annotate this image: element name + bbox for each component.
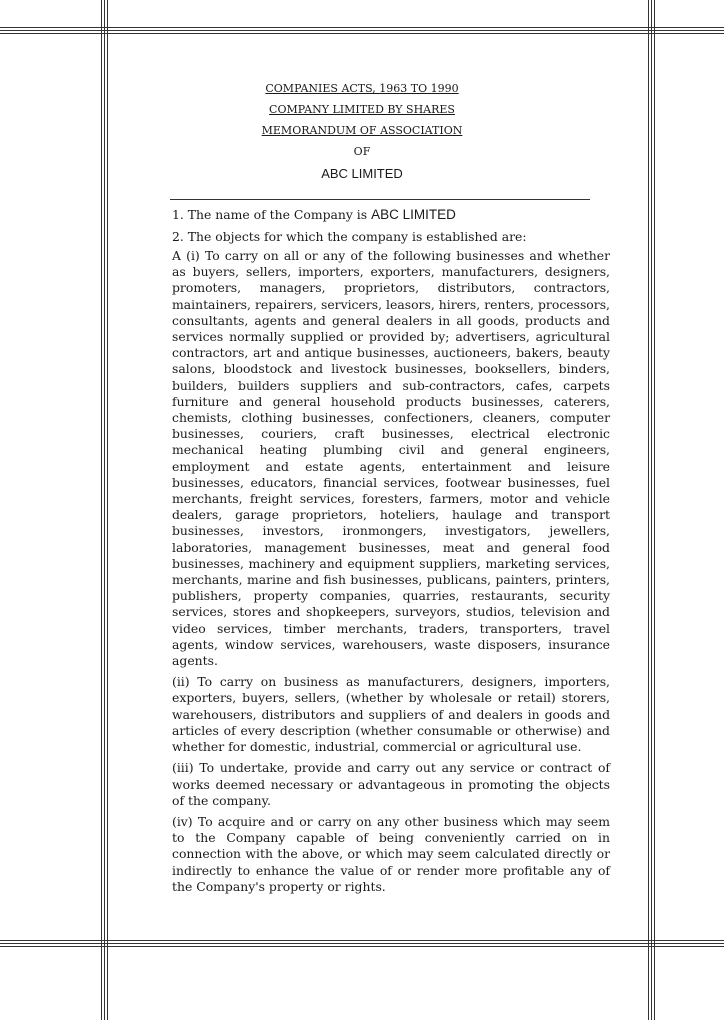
header-divider xyxy=(170,199,590,200)
clause-1-text: 1. The name of the Company is xyxy=(172,207,372,222)
header-acts: COMPANIES ACTS, 1963 TO 1990 xyxy=(265,82,459,95)
header-company-name: ABC LIMITED xyxy=(321,166,403,181)
clause-company-name xyxy=(172,204,610,226)
frame-bottom-line-3 xyxy=(0,946,724,947)
header-of: OF xyxy=(353,145,371,158)
document-header xyxy=(0,78,724,186)
object-paragraph-iii: (iii) To undertake, provide and carry out any service or contract of works deemed necessary or advantageous in promoting the objects of the company. xyxy=(172,760,610,808)
clause-1-company-name: ABC LIMITED xyxy=(371,207,456,222)
header-company-type: COMPANY LIMITED BY SHARES xyxy=(269,103,455,116)
clause-objects-intro: 2. The objects for which the company is established are: xyxy=(172,229,527,244)
frame-top-line-1 xyxy=(0,27,724,28)
object-paragraph-ii: (ii) To carry on business as manufacturers, designers, importers, exporters, buyers, sellers, (whether by wholesale or retail) storers, warehousers, distributors and suppliers of and dealers in goods and articles of every description (whether consumable or otherwise) and whether for domestic, industrial, commercial or agricultural use. xyxy=(172,674,610,755)
frame-top-line-2 xyxy=(0,30,724,31)
frame-bottom-line-2 xyxy=(0,943,724,944)
object-paragraph-iv: (iv) To acquire and or carry on any other business which may seem to the Company capable of being conveniently carried on in connection with the above, or which may seem calculated directly or indirectly to enhance the value of or render more profitable any of the Company's property or rights. xyxy=(172,813,610,894)
frame-bottom-line-1 xyxy=(0,940,724,941)
document-body xyxy=(172,204,610,900)
object-paragraph-i: A (i) To carry on all or any of the following businesses and whether as buyers, sellers, importers, exporters, manufacturers, designers, promoters, managers, proprietors, distributors, contractors, maintainers, repairers, servicers, leasors, hirers, renters, processors, consultants, agents and general dealers in all goods, products and services normally supplied or provided by; advertisers, agricultural contractors, art and antique businesses, auctioneers, bakers, beauty salons, bloodstock and livestock businesses, booksellers, binders, builders, builders suppliers and sub-contractors, cafes, carpets furniture and general household products businesses, caterers, chemists, clothing businesses, confectioners, cleaners, computer businesses, couriers, craft businesses, electrical electronic mechanical heating plumbing civil and general engineers, employment and estate agents, entertainment and leisure businesses, educators, financial services, footwear businesses, fuel merchants, freight services, foresters, farmers, motor and vehicle dealers, garage proprietors, hoteliers, haulage and transport businesses, investors, ironmongers, investigators, jewellers, laboratories, management businesses, meat and general food businesses, machinery and equipment suppliers, marketing services, merchants, marine and fish businesses, publicans, painters, printers, publishers, property companies, quarries, restaurants, security services, stores and shopkeepers, surveyors, studios, television and video services, timber merchants, traders, transporters, travel agents, window services, warehousers, waste disposers, insurance agents. xyxy=(172,248,610,669)
header-memorandum: MEMORANDUM OF ASSOCIATION xyxy=(261,124,463,137)
frame-top-line-3 xyxy=(0,33,724,34)
